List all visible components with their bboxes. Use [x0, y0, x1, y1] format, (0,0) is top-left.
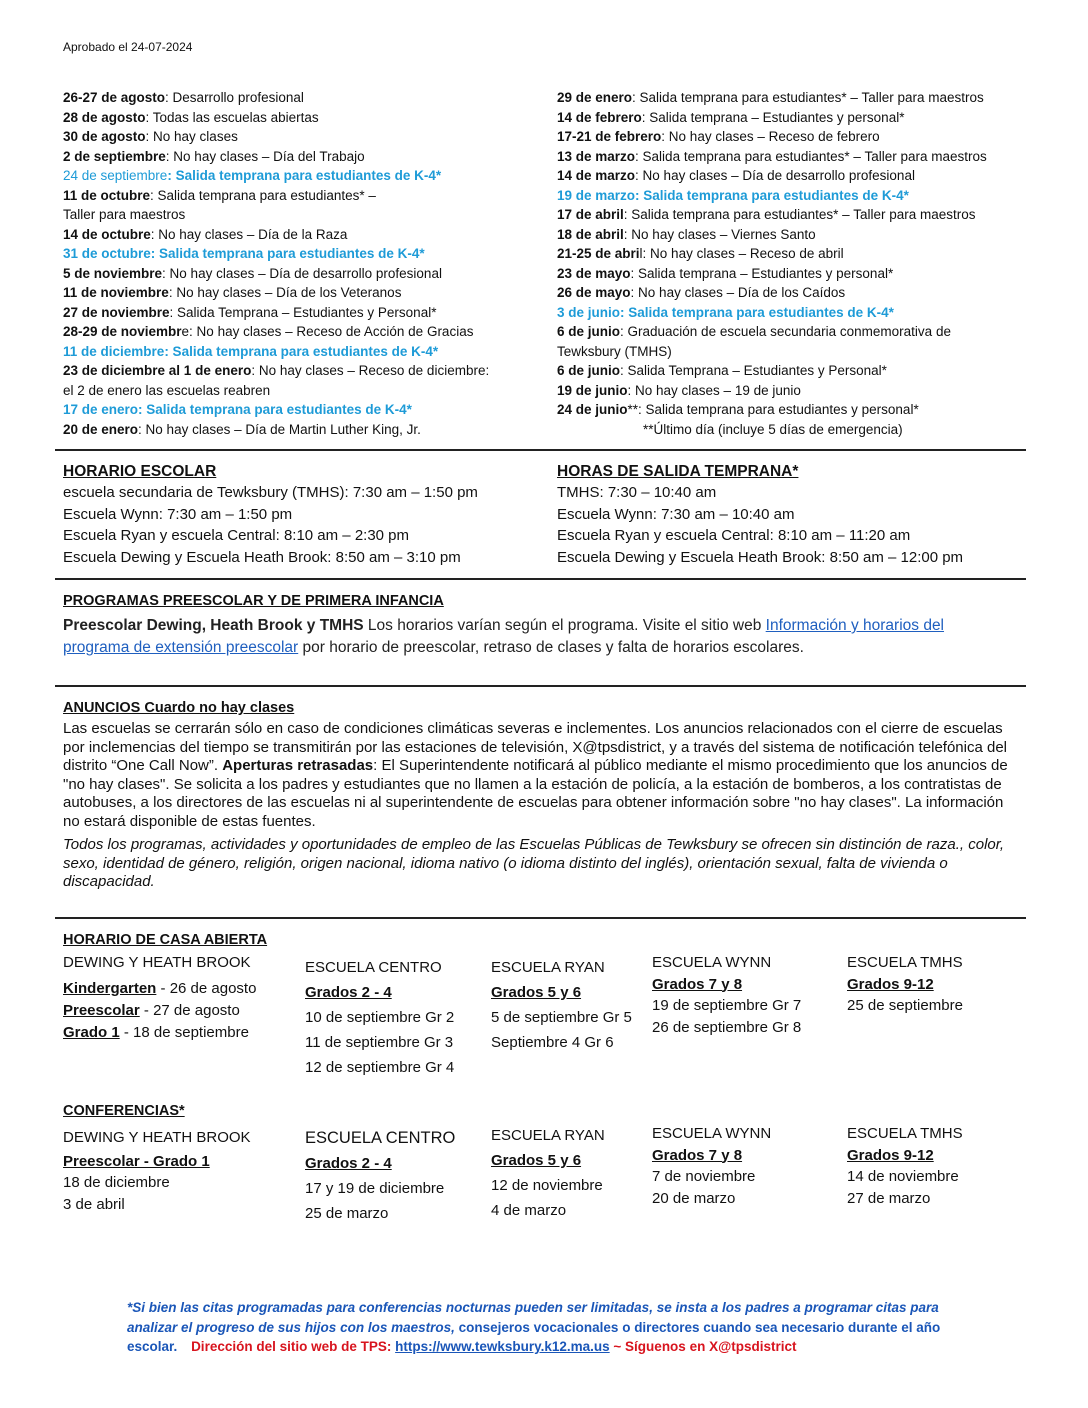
nondiscrimination-statement: Todos los programas, actividades y oportunidades de empleo de las Escuelas Públicas de Tewksbury se ofrecen sin distinción de raza., color, sexo, identidad de género, religión, origen nacional, idioma nativo (o idioma distinto del inglés), orientación sexual, falta de vivienda o discapacidad. [63, 836, 1005, 890]
calendar-text: : Salida temprana para estudiantes* – Taller para maestros [635, 148, 987, 164]
conferences-tmhs-dates [847, 1166, 1027, 1209]
calendar-text: : Salida temprana para estudiantes* – Taller para maestros [632, 90, 984, 105]
school-name: ESCUELA RYAN [491, 1127, 605, 1144]
calendar-date: 11 de noviembre [63, 285, 169, 300]
divider [55, 578, 1026, 580]
calendar-date: 11 de octubre [63, 187, 151, 203]
early-release-list [557, 482, 1027, 568]
follow-us-text: ~ Síguenos en X@tpsdistrict [609, 1339, 797, 1354]
calendar-date: 28-29 de noviembr [63, 324, 182, 339]
calendar-entry [557, 322, 1033, 342]
grades-label: Grados 2 - 4 [305, 984, 392, 1001]
school-name: DEWING Y HEATH BROOK [63, 954, 251, 971]
early-release-line: Escuela Ryan y escuela Central: 8:10 am – 11:20 am [557, 527, 911, 544]
calendar-entry [557, 205, 1033, 225]
open-house-row [63, 1000, 303, 1022]
open-house-title: HORARIO DE CASA ABIERTA [63, 932, 268, 948]
calendar-date: 21-25 de abri [557, 246, 640, 261]
conferences-wynn [652, 1123, 842, 1209]
calendar-text: : No hay clases – Día de la Raza [150, 226, 348, 242]
calendar-date: 17 de enero [63, 402, 139, 417]
calendar-entry [557, 88, 1033, 108]
calendar-entry [557, 225, 1033, 245]
open-house-date: 11 de septiembre Gr 3 [305, 1034, 454, 1051]
calendar-text: : Salida temprana para estudiantes de K-4* [167, 168, 442, 183]
calendar-date: 2 de septiembre [63, 148, 166, 164]
calendar-text: e: No hay clases – Receso de Acción de Gracias [181, 324, 474, 339]
school-name: ESCUELA RYAN [491, 959, 605, 976]
date-text: - 18 de septiembre [119, 1023, 249, 1041]
calendar-text: : Graduación de escuela secundaria conmemorativa de [620, 324, 951, 339]
calendar-text: : No hay clases – Viernes Santo [623, 226, 816, 242]
grade-label: Grado 1 [63, 1023, 120, 1041]
school-hours-title: HORARIO ESCOLAR [63, 463, 217, 480]
date-text: - 27 de agosto [139, 1001, 240, 1019]
calendar-entry [63, 244, 533, 264]
calendar-text: : Salida temprana para estudiantes de K-4* [164, 343, 439, 359]
calendar-entry [63, 283, 533, 303]
divider [55, 449, 1026, 451]
early-release-line: Escuela Wynn: 7:30 am – 10:40 am [557, 505, 795, 523]
calendar-text: : No hay clases – Día de los Veteranos [168, 285, 402, 300]
calendar-date: 13 de marzo [557, 148, 636, 164]
grades-label: Grados 5 y 6 [491, 984, 582, 1001]
calendar-date: 17 de abril [557, 207, 624, 222]
school-name: ESCUELA TMHS [847, 954, 963, 971]
calendar-date: 17-21 de febrero [557, 129, 662, 144]
conference-date: 20 de marzo [652, 1189, 736, 1207]
conferences-centro-dates [305, 1176, 485, 1226]
open-house-date: 19 de septiembre Gr 7 [652, 997, 802, 1014]
calendar-date: 28 de agosto [63, 109, 146, 125]
calendar-entry [63, 400, 533, 420]
calendar-entry [557, 342, 1033, 362]
school-hours-line: Escuela Ryan y escuela Central: 8:10 am – 2:30 pm [63, 527, 410, 544]
calendar-entry [63, 420, 533, 440]
calendar-text: : No hay clases – 19 de junio [627, 382, 801, 398]
grade-label: Kindergarten [63, 979, 157, 997]
school-name: ESCUELA CENTRO [305, 1129, 456, 1147]
preschool-text-part: por horario de preescolar, retraso de clases y falta de horarios escolares. [298, 639, 804, 656]
calendar-text: : No hay clases – Día de desarrollo profesional [635, 168, 915, 183]
calendar-date: 29 de enero [557, 90, 633, 105]
calendar-entry [557, 400, 1033, 420]
conferences-ryan-dates [491, 1173, 651, 1223]
calendar-entry [63, 322, 533, 342]
calendar-entry [557, 303, 1033, 323]
calendar-date: 11 de diciembre [63, 343, 165, 359]
calendar-date: 14 de febrero [557, 109, 642, 125]
footnote-text: consejeros vocacionales o directores cuando sea necesario durante el año escolar. [127, 1319, 941, 1354]
calendar-date: 27 de noviembre [63, 304, 170, 320]
conference-date: 14 de noviembre [847, 1168, 959, 1185]
delayed-openings-label: Aperturas retrasadas [222, 757, 374, 774]
footnote-italic: *Si bien las citas programadas para conferencias nocturnas pueden ser limitadas, se insta a los padres a programar citas para analizar el progreso de sus hijos con los maestros, [127, 1300, 939, 1335]
conference-date: 27 de marzo [847, 1189, 931, 1207]
calendar-text: **: Salida temprana para estudiantes y personal* [627, 402, 919, 417]
conference-date: 25 de marzo [305, 1205, 389, 1222]
calendar-entry [63, 225, 533, 245]
open-house-dewing [63, 952, 303, 1044]
conferences-wynn-dates [652, 1166, 842, 1209]
preschool-text-part: Los horarios varían según el programa. Visite el sitio web [363, 617, 766, 634]
conferences-tmhs [847, 1123, 1027, 1209]
calendar-entry [557, 361, 1033, 381]
calendar-entry [557, 283, 1033, 303]
open-house-date: Septiembre 4 Gr 6 [491, 1034, 614, 1051]
open-house-date: 26 de septiembre Gr 8 [652, 1018, 802, 1036]
grades-label: Grados 5 y 6 [491, 1152, 582, 1169]
calendar-entry [557, 264, 1033, 284]
announcements-text: : El Superintendente notificará al público mediante el mismo procedimiento que los anuncios de "no hay clases". Se solicita a los padres y estudiantes que no llamen a la estación de policía, a la estación de bomberos, a los contratistas de autobuses, a los directores de las escuelas ni al superintendente de escuelas para obtener información sobre "no hay clases". La información no estará disponible de estas fuentes. [63, 757, 1008, 830]
open-house-tmhs [847, 952, 1027, 1017]
calendar-text: : Salida temprana para estudiantes de K-4* [620, 304, 894, 320]
conference-date: 7 de noviembre [652, 1168, 756, 1185]
calendar-text: : No hay clases – Día de los Caídos [630, 285, 846, 300]
grades-label: Grados 9-12 [847, 1146, 934, 1164]
calendar-entry [557, 420, 1033, 440]
calendar-text: : No hay clases – Receso de febrero [661, 129, 880, 144]
conference-date: 12 de noviembre [491, 1177, 603, 1194]
website-label: Dirección del sitio web de TPS: [191, 1339, 396, 1354]
website-link[interactable]: https://www.tewksbury.k12.ma.us [395, 1339, 610, 1354]
calendar-entry [557, 381, 1033, 401]
open-house-date: 5 de septiembre Gr 5 [491, 1009, 632, 1026]
announcements-title: ANUNCIOS Cuardo no hay clases [63, 700, 295, 716]
calendar-entry [63, 147, 533, 167]
calendar-text: : No hay clases – Receso de diciembre: [251, 363, 490, 378]
calendar-text: : Salida temprana – Estudiantes y personal* [630, 265, 894, 281]
calendar-date: 3 de junio [557, 304, 621, 320]
open-house-date: 10 de septiembre Gr 2 [305, 1009, 455, 1026]
preschool-section [63, 592, 993, 659]
grades-label: Grados 7 y 8 [652, 1146, 743, 1164]
date-text: - 26 de agosto [156, 979, 257, 997]
announcements-section [63, 699, 1023, 892]
approved-date: Aprobado el 24-07-2024 [63, 40, 193, 54]
calendar-text: Taller para maestros [63, 207, 186, 222]
calendar-date: 20 de enero [63, 421, 139, 437]
calendar-text: : Desarrollo profesional [165, 90, 304, 105]
calendar-text: : Salida temprana para estudiantes* – Taller para maestros [623, 207, 976, 222]
school-hours-line: escuela secundaria de Tewksbury (TMHS): 7:30 am – 1:50 pm [63, 484, 478, 501]
calendar-entry [63, 88, 533, 108]
school-name: ESCUELA WYNN [652, 954, 772, 971]
preschool-programs: Preescolar Dewing, Heath Brook y TMHS [63, 617, 364, 634]
early-release-section [557, 462, 1027, 568]
calendar-date: 26 de mayo [557, 285, 631, 300]
open-house-wynn [652, 952, 842, 1038]
calendar-date: 6 de junio [557, 363, 621, 378]
calendar-entry [63, 303, 533, 323]
calendar-entry [63, 205, 533, 225]
calendar-right-column [557, 88, 1033, 439]
open-house-ryan-dates [491, 1005, 651, 1055]
conference-date: 18 de diciembre [63, 1174, 170, 1191]
calendar-entry [63, 342, 533, 362]
divider [55, 685, 1026, 687]
calendar-date: 18 de abril [557, 226, 624, 242]
early-release-line: Escuela Dewing y Escuela Heath Brook: 8:50 am – 12:00 pm [557, 548, 964, 566]
grades-label: Grados 9-12 [847, 975, 934, 993]
calendar-date: 19 de marzo [557, 187, 636, 203]
calendar-entry [63, 127, 533, 147]
conferences-dewing [63, 1127, 303, 1215]
grades-label: Grados 2 - 4 [305, 1155, 392, 1172]
conference-date: 4 de marzo [491, 1202, 567, 1219]
open-house-row [63, 978, 303, 1000]
calendar-entry [557, 244, 1033, 264]
open-house-date: 25 de septiembre [847, 997, 963, 1014]
open-house-centro [305, 955, 485, 1080]
calendar-text: : Salida temprana para estudiantes de K-4* [138, 402, 412, 417]
calendar-text: : No hay clases – Día de desarrollo profesional [162, 265, 442, 281]
calendar-entry [63, 186, 533, 206]
open-house-wynn-dates [652, 995, 842, 1038]
calendar-date: 6 de junio [557, 324, 621, 339]
calendar-date: 24 de junio [557, 402, 628, 417]
open-house-centro-dates [305, 1005, 485, 1080]
preschool-title: PROGRAMAS PREESCOLAR Y DE PRIMERA INFANCIA [63, 593, 444, 609]
calendar-entry [557, 108, 1033, 128]
calendar-text: : No hay clases – Día de Martin Luther King, Jr. [138, 421, 421, 437]
school-name: ESCUELA CENTRO [305, 959, 442, 976]
conference-date: 3 de abril [63, 1195, 125, 1213]
calendar-date: 23 de mayo [557, 265, 631, 281]
calendar-text: l: No hay clases – Receso de abril [639, 246, 844, 261]
school-hours-list [63, 482, 533, 568]
calendar-date: 26-27 de agosto [63, 90, 166, 105]
calendar-entry [63, 264, 533, 284]
calendar-text: : No hay clases – Día del Trabajo [165, 148, 365, 164]
school-hours-section [63, 462, 533, 568]
calendar-text: : Todas las escuelas abiertas [145, 109, 319, 125]
calendar-date: 24 de septiembre [63, 168, 168, 183]
school-name: ESCUELA WYNN [652, 1125, 772, 1142]
calendar-text: : Salida temprana para estudiantes de K-4* [635, 187, 909, 203]
calendar-entry [63, 166, 533, 186]
early-release-title: HORAS DE SALIDA TEMPRANA* [557, 463, 799, 480]
calendar-date: 23 de diciembre al 1 de enero [63, 363, 252, 378]
calendar-entry [63, 361, 533, 381]
calendar-date: 5 de noviembre [63, 265, 163, 281]
preschool-info-link[interactable]: Información y horarios del programa de extensión preescolar [63, 617, 945, 656]
calendar-entry [63, 108, 533, 128]
announcements-paragraph [63, 720, 1023, 831]
calendar-date: 30 de agosto [63, 129, 146, 144]
announcements-text: Las escuelas se cerrarán sólo en caso de condiciones climáticas severas e inclementes. Los anuncios relacionados con el cierre de escuelas por inclemencias del tiempo se transmitirán por las estaciones de televisión, X@tpsdistrict, y a través del sistema de notificación telefónica del distrito “One Call Now”. [63, 720, 1008, 774]
open-house-row [63, 1022, 303, 1044]
school-hours-line: Escuela Wynn: 7:30 am – 1:50 pm [63, 505, 293, 523]
calendar-text: : Salida temprana – Estudiantes y personal* [641, 109, 905, 125]
calendar-date: 14 de octubre [63, 226, 151, 242]
conferences-centro [305, 1126, 485, 1226]
calendar-date: 14 de marzo [557, 168, 636, 183]
open-house-tmhs-dates [847, 995, 1027, 1017]
calendar-text: el 2 de enero las escuelas reabren [63, 382, 271, 398]
grades-label: Grados 7 y 8 [652, 975, 743, 993]
school-hours-line: Escuela Dewing y Escuela Heath Brook: 8:50 am – 3:10 pm [63, 548, 461, 566]
calendar-text: : Salida temprana para estudiantes de K-4* [150, 246, 425, 261]
early-release-line: TMHS: 7:30 – 10:40 am [557, 484, 717, 501]
calendar-text: **Último día (incluye 5 días de emergencia) [643, 421, 903, 437]
open-house-dewing-rows [63, 978, 303, 1044]
school-name: DEWING Y HEATH BROOK [63, 1129, 251, 1146]
calendar-entry [557, 166, 1033, 186]
school-name: ESCUELA TMHS [847, 1125, 963, 1142]
conferences-title: CONFERENCIAS* [63, 1103, 185, 1119]
open-house-date: 12 de septiembre Gr 4 [305, 1059, 455, 1076]
calendar-text: : Salida Temprana – Estudiantes y Personal* [169, 304, 437, 320]
calendar-entry [557, 147, 1033, 167]
calendar-text: Tewksbury (TMHS) [557, 343, 672, 359]
calendar-date: 19 de junio [557, 382, 628, 398]
calendar-text: : Salida Temprana – Estudiantes y Personal* [620, 363, 887, 378]
footnote [127, 1298, 967, 1357]
calendar-entry [557, 127, 1033, 147]
calendar-left-column [63, 88, 533, 439]
conferences-ryan [491, 1123, 651, 1223]
calendar-date: 31 de octubre [63, 246, 151, 261]
divider [55, 917, 1026, 919]
grades-label: Preescolar - Grado 1 [63, 1152, 210, 1170]
grade-label: Preescolar [63, 1001, 140, 1019]
open-house-ryan [491, 955, 651, 1055]
calendar-entry [63, 381, 533, 401]
conference-date: 17 y 19 de diciembre [305, 1180, 445, 1197]
preschool-text [63, 615, 993, 659]
calendar-text: : No hay clases [145, 129, 238, 144]
calendar-entry [557, 186, 1033, 206]
calendar-text: : Salida temprana para estudiantes* – [150, 187, 376, 203]
conferences-dewing-dates [63, 1172, 303, 1215]
